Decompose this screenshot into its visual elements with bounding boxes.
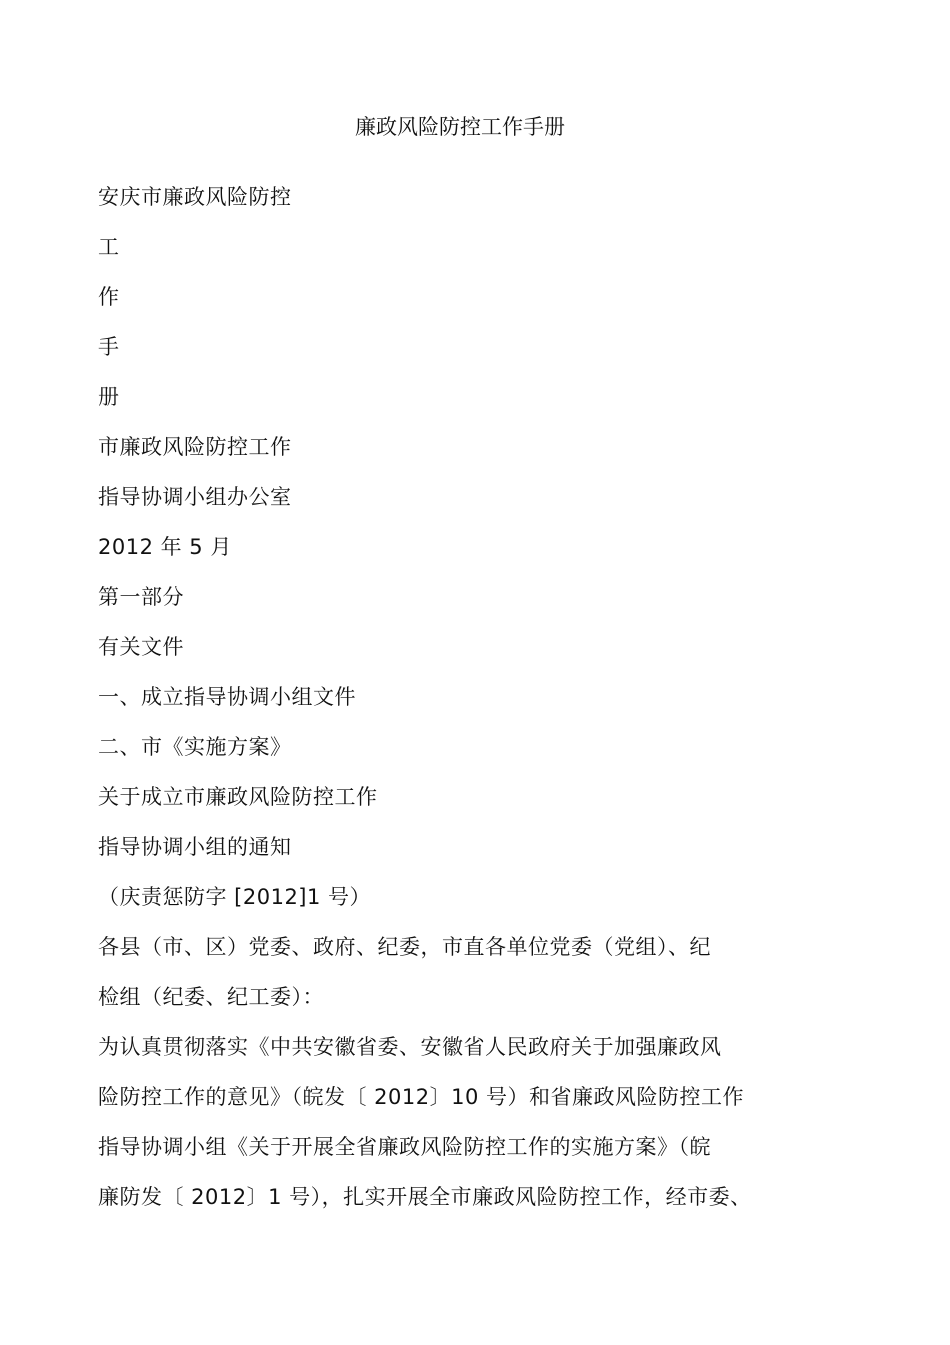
text-line-15: （庆责惩防字 [2012]1 号） bbox=[98, 885, 372, 909]
document-body bbox=[98, 182, 858, 1232]
text-line-17: 检组（纪委、纪工委）： bbox=[98, 985, 324, 1009]
text-line-7: 指导协调小组办公室 bbox=[98, 485, 292, 509]
text-line-13: 关于成立市廉政风险防控工作 bbox=[98, 785, 378, 809]
text-line-18: 为认真贯彻落实《中共安徽省委、安徽省人民政府关于加强廉政风 bbox=[98, 1035, 722, 1059]
text-line-8: 2012 年 5 月 bbox=[98, 535, 232, 559]
text-line-5: 册 bbox=[98, 385, 120, 409]
text-line-16: 各县（市、区）党委、政府、纪委，市直各单位党委（党组）、纪 bbox=[98, 935, 711, 959]
text-line-2: 工 bbox=[98, 235, 120, 259]
text-line-3: 作 bbox=[98, 285, 120, 309]
text-line-20: 指导协调小组《关于开展全省廉政风险防控工作的实施方案》（皖 bbox=[98, 1135, 711, 1159]
text-line-6: 市廉政风险防控工作 bbox=[98, 435, 292, 459]
text-line-1: 安庆市廉政风险防控 bbox=[98, 185, 292, 209]
text-line-19: 险防控工作的意见》（皖发〔 2012〕10 号）和省廉政风险防控工作 bbox=[98, 1085, 745, 1109]
text-line-11: 一、成立指导协调小组文件 bbox=[98, 685, 356, 709]
text-line-4: 手 bbox=[98, 335, 120, 359]
text-line-12: 二、市《实施方案》 bbox=[98, 735, 292, 759]
document-title: 廉政风险防控工作手册 bbox=[355, 115, 565, 139]
text-line-10: 有关文件 bbox=[98, 635, 184, 659]
text-line-9: 第一部分 bbox=[98, 585, 184, 609]
text-line-21: 廉防发〔 2012〕1 号），扎实开展全市廉政风险防控工作，经市委、 bbox=[98, 1185, 752, 1209]
text-line-14: 指导协调小组的通知 bbox=[98, 835, 292, 859]
